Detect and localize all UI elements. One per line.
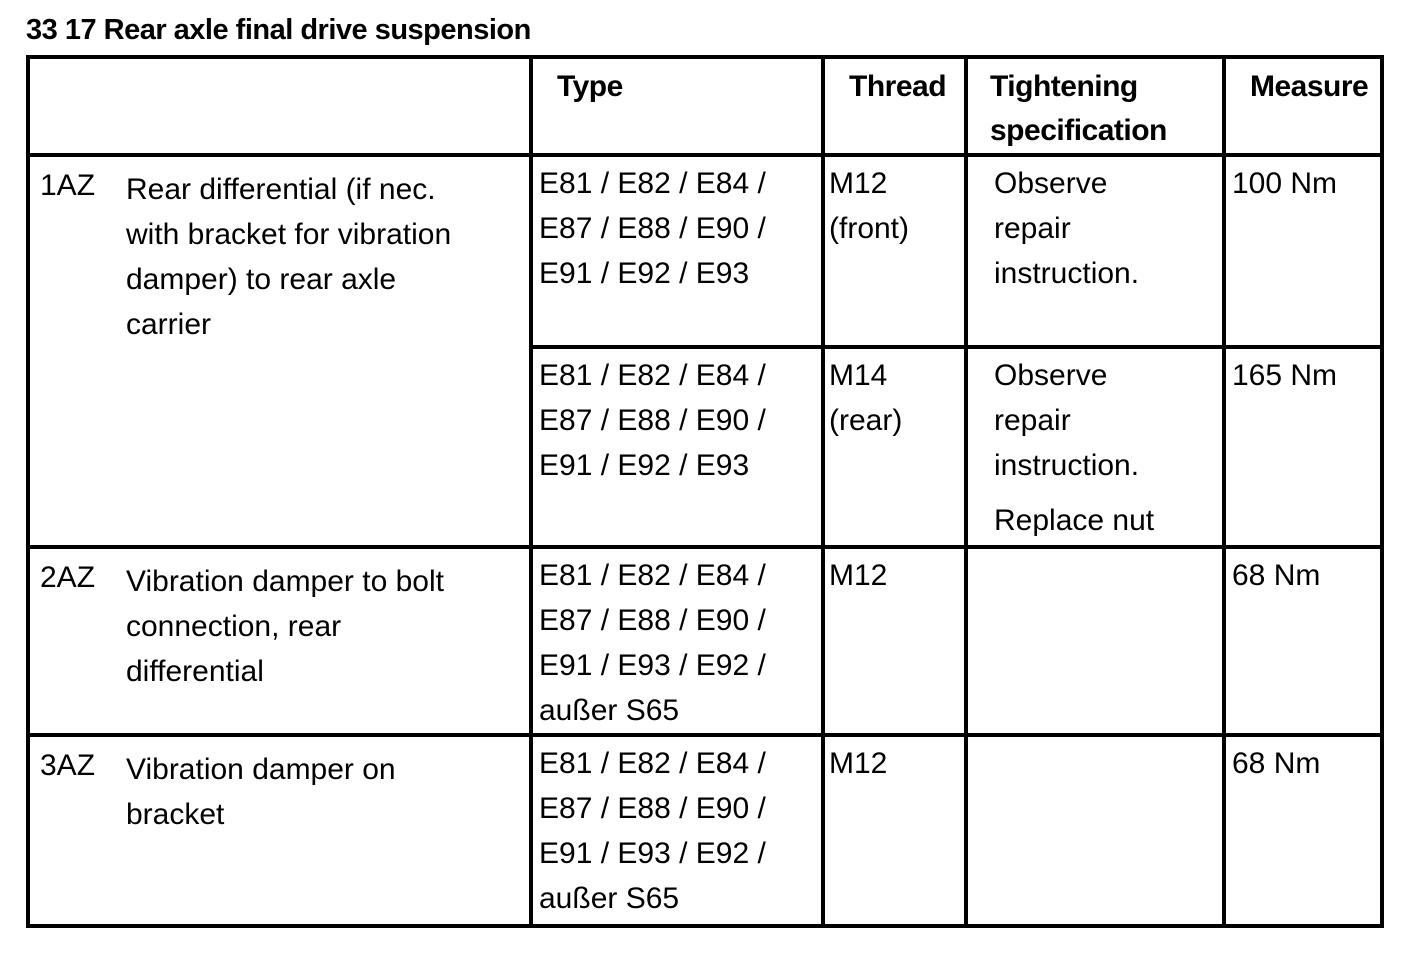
thread-cell: M12 (front) xyxy=(823,155,966,347)
thread-cell: M12 xyxy=(823,547,966,735)
type-cell: E81 / E82 / E84 / E87 / E88 / E90 / E91 / E92 / E93 xyxy=(531,155,823,347)
item-description: Rear differential (if nec. with bracket for vibration damper) to rear axle carrier xyxy=(126,173,452,341)
measure-cell: 68 Nm xyxy=(1224,547,1382,735)
type-cell: E81 / E82 / E84 / E87 / E88 / E90 / E91 / E92 / E93 xyxy=(531,347,823,547)
tightening-cell xyxy=(966,735,1224,926)
type-cell: E81 / E82 / E84 / E87 / E88 / E90 / E91 / E93 / E92 / außer S65 xyxy=(531,547,823,735)
tightening-cell: Observe repair instruction. Replace nut xyxy=(966,347,1224,547)
table-row xyxy=(28,735,1382,926)
page-title: 33 17 Rear axle final drive suspension xyxy=(26,14,531,46)
thread-cell: M14 (rear) xyxy=(823,347,966,547)
table-row xyxy=(28,547,1382,735)
item-id: 1AZ xyxy=(40,169,96,202)
header-measure: Measure xyxy=(1224,57,1382,155)
torque-spec-table xyxy=(26,55,1384,928)
header-item xyxy=(28,57,531,155)
header-thread: Thread xyxy=(823,57,966,155)
item-description: Vibration damper on bracket xyxy=(126,753,396,831)
tightening-cell: Observe repair instruction. xyxy=(966,155,1224,347)
item-id: 2AZ xyxy=(40,561,96,594)
replace-nut-note: Replace nut xyxy=(994,504,1155,537)
item-id: 3AZ xyxy=(40,749,96,782)
item-description: Vibration damper to bolt connection, rear differential xyxy=(126,565,444,688)
item-cell xyxy=(28,155,531,547)
measure-cell: 68 Nm xyxy=(1224,735,1382,926)
header-row xyxy=(28,57,1382,155)
item-cell xyxy=(28,735,531,926)
table-row xyxy=(28,155,1382,347)
type-cell: E81 / E82 / E84 / E87 / E88 / E90 / E91 / E93 / E92 / außer S65 xyxy=(531,735,823,926)
header-type: Type xyxy=(531,57,823,155)
measure-cell: 100 Nm xyxy=(1224,155,1382,347)
header-tightening: Tightening specification xyxy=(966,57,1224,155)
thread-cell: M12 xyxy=(823,735,966,926)
tightening-cell xyxy=(966,547,1224,735)
measure-cell: 165 Nm xyxy=(1224,347,1382,547)
item-cell xyxy=(28,547,531,735)
